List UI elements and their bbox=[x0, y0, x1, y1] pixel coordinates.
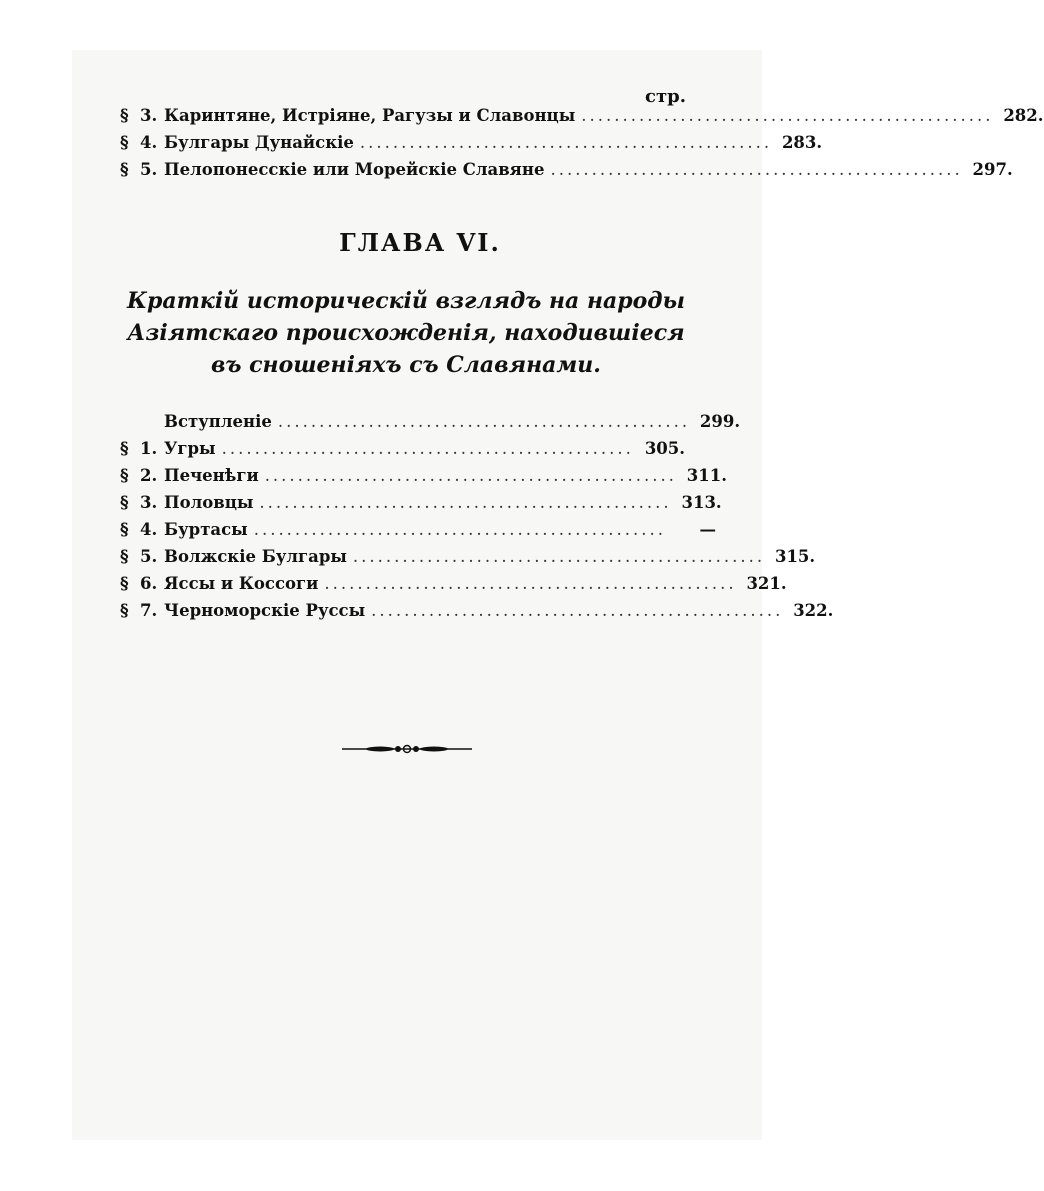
dot-leader: .................................................. bbox=[324, 574, 737, 593]
toc-entry[interactable] bbox=[120, 520, 716, 547]
section-number: 6. bbox=[140, 574, 158, 593]
entry-title: Булгары Дунайскіе bbox=[164, 133, 354, 152]
section-number: 5. bbox=[140, 547, 158, 566]
section-sign: § bbox=[120, 133, 129, 152]
dot-leader: .................................................. bbox=[550, 160, 963, 179]
section-number: 4. bbox=[140, 133, 158, 152]
toc-entry[interactable] bbox=[120, 412, 741, 439]
dot-leader: .................................................. bbox=[264, 466, 677, 485]
entry-page: 299. bbox=[699, 412, 741, 431]
entry-title: Пелопонесскіе или Морейскіе Славяне bbox=[164, 160, 545, 179]
chapter-subtitle: Краткій историческій взглядъ на народы Азіятскаго происхожденія, находившіеся въ сношеніяхъ съ Славянами. bbox=[127, 288, 685, 378]
section-sign: § bbox=[120, 493, 129, 512]
dot-leader: .................................................. bbox=[581, 106, 994, 125]
entry-page: 282. bbox=[1003, 106, 1044, 125]
entry-title: Печенѣги bbox=[164, 466, 259, 485]
entry-title: Волжскіе Булгары bbox=[164, 547, 347, 566]
section-sign: § bbox=[120, 106, 129, 125]
entry-page: 321. bbox=[746, 574, 787, 593]
section-number: 7. bbox=[140, 601, 158, 620]
toc-entry[interactable] bbox=[120, 574, 787, 601]
section-sign: § bbox=[120, 601, 129, 620]
toc-entry[interactable] bbox=[120, 493, 722, 520]
section-sign: § bbox=[120, 160, 129, 179]
entry-page: 283. bbox=[781, 133, 823, 152]
entry-title: Вступленіе bbox=[164, 412, 272, 431]
dot-leader: .................................................. bbox=[359, 133, 773, 152]
entry-page: 313. bbox=[681, 493, 722, 512]
entry-title: Половцы bbox=[164, 493, 254, 512]
dot-leader: .................................................. bbox=[371, 601, 784, 620]
section-number: 4. bbox=[140, 520, 158, 539]
entry-page: 322. bbox=[793, 601, 834, 620]
entry-page: 305. bbox=[644, 439, 685, 458]
dot-leader: .................................................. bbox=[277, 412, 691, 431]
toc-top-list bbox=[120, 106, 1044, 187]
toc-entry[interactable] bbox=[120, 601, 834, 628]
toc-entry[interactable] bbox=[120, 439, 685, 466]
section-sign: § bbox=[120, 439, 129, 458]
entry-title: Черноморскіе Руссы bbox=[164, 601, 366, 620]
section-number: 5. bbox=[140, 160, 158, 179]
section-sign: § bbox=[120, 547, 129, 566]
entry-title: Каринтяне, Истріяне, Рагузы и Славонцы bbox=[164, 106, 576, 125]
toc-entry[interactable] bbox=[120, 133, 823, 160]
ornament-divider-icon bbox=[340, 742, 474, 756]
toc-entry[interactable] bbox=[120, 106, 1044, 133]
dot-leader: .................................................. bbox=[253, 520, 666, 539]
toc-bottom-list bbox=[120, 412, 834, 628]
entry-page: 315. bbox=[774, 547, 816, 566]
section-sign: § bbox=[120, 466, 129, 485]
section-number: 1. bbox=[140, 439, 158, 458]
section-number: 3. bbox=[140, 106, 158, 125]
entry-page: 311. bbox=[686, 466, 727, 485]
section-sign: § bbox=[120, 574, 129, 593]
section-sign: § bbox=[120, 520, 129, 539]
section-number: 3. bbox=[140, 493, 158, 512]
chapter-title: ГЛАВА VI. bbox=[339, 228, 501, 257]
page-column-label: стр. bbox=[645, 86, 686, 107]
entry-title: Ясcы и Коссоги bbox=[164, 574, 319, 593]
entry-title: Угры bbox=[164, 439, 216, 458]
dot-leader: .................................................. bbox=[259, 493, 672, 512]
entry-page: 297. bbox=[972, 160, 1013, 179]
dot-leader: .................................................. bbox=[352, 547, 766, 566]
section-number: 2. bbox=[140, 466, 158, 485]
toc-entry[interactable] bbox=[120, 466, 727, 493]
entry-title: Буртасы bbox=[164, 520, 248, 539]
toc-entry[interactable] bbox=[120, 547, 816, 574]
toc-entry[interactable] bbox=[120, 160, 1013, 187]
entry-page: — bbox=[699, 520, 716, 539]
dot-leader: .................................................. bbox=[221, 439, 634, 458]
